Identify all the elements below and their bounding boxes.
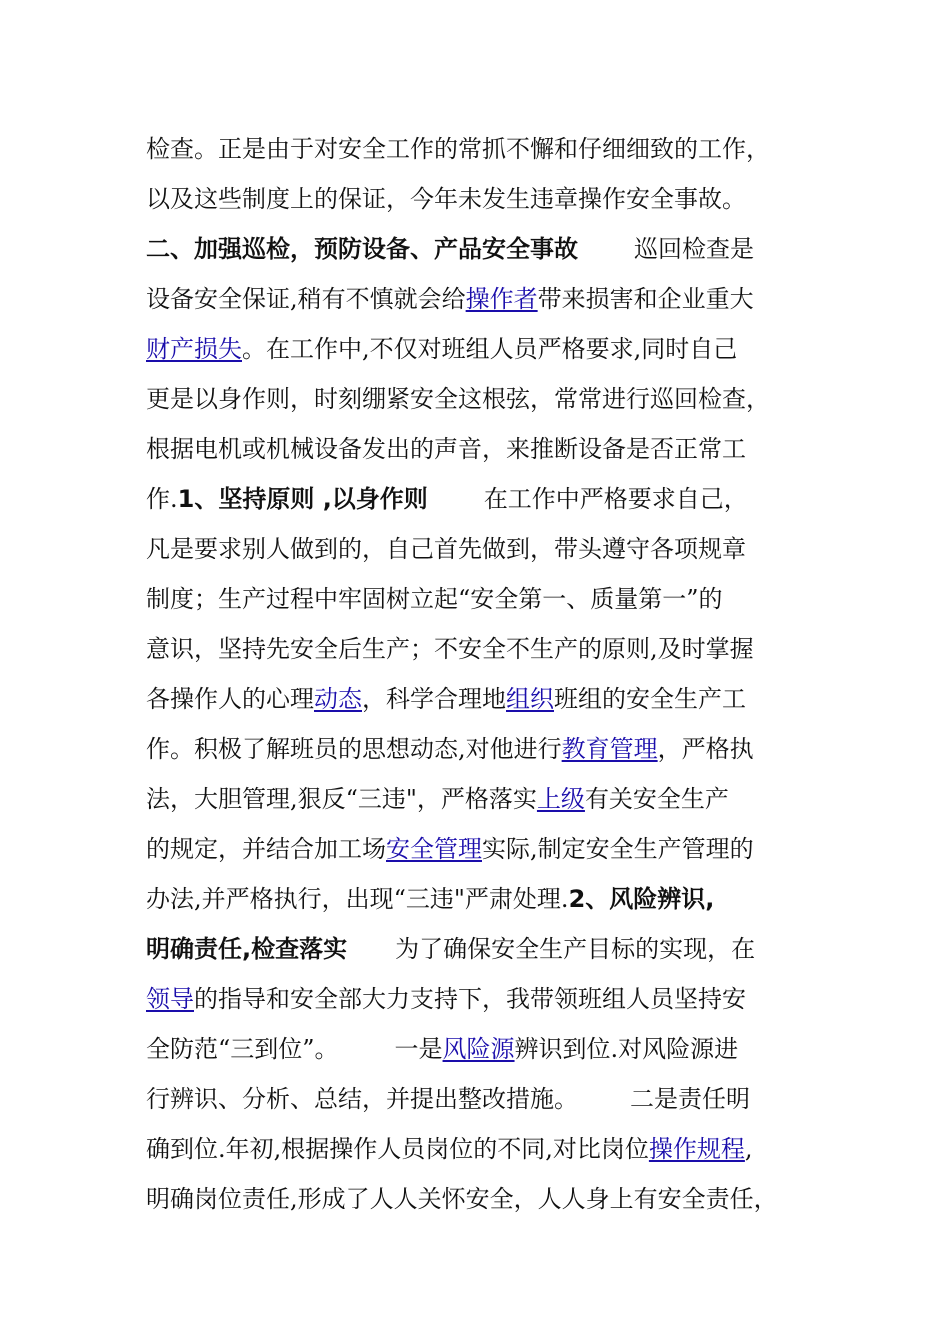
paragraph-line <box>146 1184 778 1214</box>
paragraph-line <box>146 684 746 714</box>
body-text: 。在工作中,不仅对班组人员严格要求,同时自己 <box>242 335 738 363</box>
body-text: ，科学合理地 <box>362 685 506 713</box>
body-text: 的指导和安全部大力支持下，我带领班组人员坚持安 <box>194 985 746 1013</box>
section-heading: 明确责任,检查落实 <box>146 935 348 963</box>
body-text: 的规定，并结合加工场 <box>146 835 386 863</box>
body-text: 各操作人的心理 <box>146 685 314 713</box>
body-text: 为了确保安全生产目标的实现，在 <box>395 935 756 963</box>
body-text: 辨识到位.对风险源进 <box>514 1035 739 1063</box>
paragraph-line <box>146 284 754 314</box>
body-text: 作. <box>146 485 178 513</box>
body-text: 在工作中严格要求自己， <box>483 485 748 513</box>
paragraph-line <box>146 1134 753 1164</box>
body-text: 设备安全保证,稍有不慎就会给 <box>146 285 466 313</box>
paragraph-line <box>146 1034 738 1064</box>
paragraph-line <box>146 334 737 364</box>
link-risk-source[interactable]: 风险源 <box>442 1035 515 1063</box>
body-text: 意识，坚持先安全后生产；不安全不生产的原则,及时掌握 <box>146 635 754 663</box>
paragraph-line <box>146 584 723 614</box>
body-text: 一是 <box>394 1035 443 1063</box>
body-text: 全防范“三到位”。 <box>146 1035 339 1063</box>
paragraph-line <box>146 984 746 1014</box>
paragraph-line <box>146 534 746 564</box>
body-text: 实际,制定安全生产管理的 <box>482 835 754 863</box>
body-text: 明确岗位责任,形成了人人关怀安全，人人身上有安全责任， <box>146 1185 778 1213</box>
body-text: 法，大胆管理,狠反“三违"，严格落实 <box>146 785 537 813</box>
paragraph-line <box>146 134 770 164</box>
body-text: 根据电机或机械设备发出的声音，来推断设备是否正常工 <box>146 435 746 463</box>
body-text: 检查。正是由于对安全工作的常抓不懈和仔细细致的工作， <box>146 135 770 163</box>
body-text: 办法,并严格执行，出现“三违"严肃处理. <box>146 885 569 913</box>
paragraph-line <box>146 1084 750 1114</box>
paragraph-line <box>146 184 746 214</box>
link-organize[interactable]: 组织 <box>506 685 554 713</box>
section-heading: 2、风险辨识, <box>568 885 715 913</box>
body-text: 制度；生产过程中牢固树立起“安全第一、质量第一”的 <box>146 585 723 613</box>
body-text: 凡是要求别人做到的，自己首先做到，带头遵守各项规章 <box>146 535 746 563</box>
link-safety-management[interactable]: 安全管理 <box>386 835 482 863</box>
body-text: 以及这些制度上的保证，今年未发生违章操作安全事故。 <box>146 185 746 213</box>
paragraph-line <box>146 484 748 514</box>
body-text: , <box>744 1135 753 1163</box>
body-text: 二是责任明 <box>630 1085 750 1113</box>
section-heading: 二、加强巡检，预防设备、产品安全事故 <box>146 235 578 263</box>
body-text: 确到位.年初,根据操作人员岗位的不同,对比岗位 <box>146 1135 649 1163</box>
body-text: ，严格执 <box>657 735 754 763</box>
paragraph-line <box>146 934 755 964</box>
link-education-management[interactable]: 教育管理 <box>561 735 658 763</box>
link-operating-procedures[interactable]: 操作规程 <box>648 1135 745 1163</box>
body-text: 有关安全生产 <box>584 785 729 813</box>
paragraph-line <box>146 634 754 664</box>
body-text: 班组的安全生产工 <box>554 685 746 713</box>
link-superior[interactable]: 上级 <box>536 785 585 813</box>
paragraph-line <box>146 734 754 764</box>
body-text: 巡回检查是 <box>634 235 754 263</box>
section-heading: 1、坚持原则 ,以身作则 <box>177 485 428 513</box>
body-text: 更是以身作则，时刻绷紧安全这根弦，常常进行巡回检查， <box>146 385 770 413</box>
body-text: 作。积极了解班员的思想动态,对他进行 <box>146 735 562 763</box>
link-operator[interactable]: 操作者 <box>465 285 538 313</box>
link-leadership[interactable]: 领导 <box>146 985 194 1013</box>
body-text: 带来损害和企业重大 <box>537 285 754 313</box>
paragraph-line <box>146 834 754 864</box>
body-text: 行辨识、分析、总结，并提出整改措施。 <box>146 1085 578 1113</box>
paragraph-line <box>146 884 714 914</box>
link-property-loss[interactable]: 财产损失 <box>146 335 242 363</box>
link-dynamics[interactable]: 动态 <box>314 685 362 713</box>
paragraph-line <box>146 784 729 814</box>
paragraph-line <box>146 434 746 464</box>
paragraph-line <box>146 234 754 264</box>
paragraph-line <box>146 384 770 414</box>
